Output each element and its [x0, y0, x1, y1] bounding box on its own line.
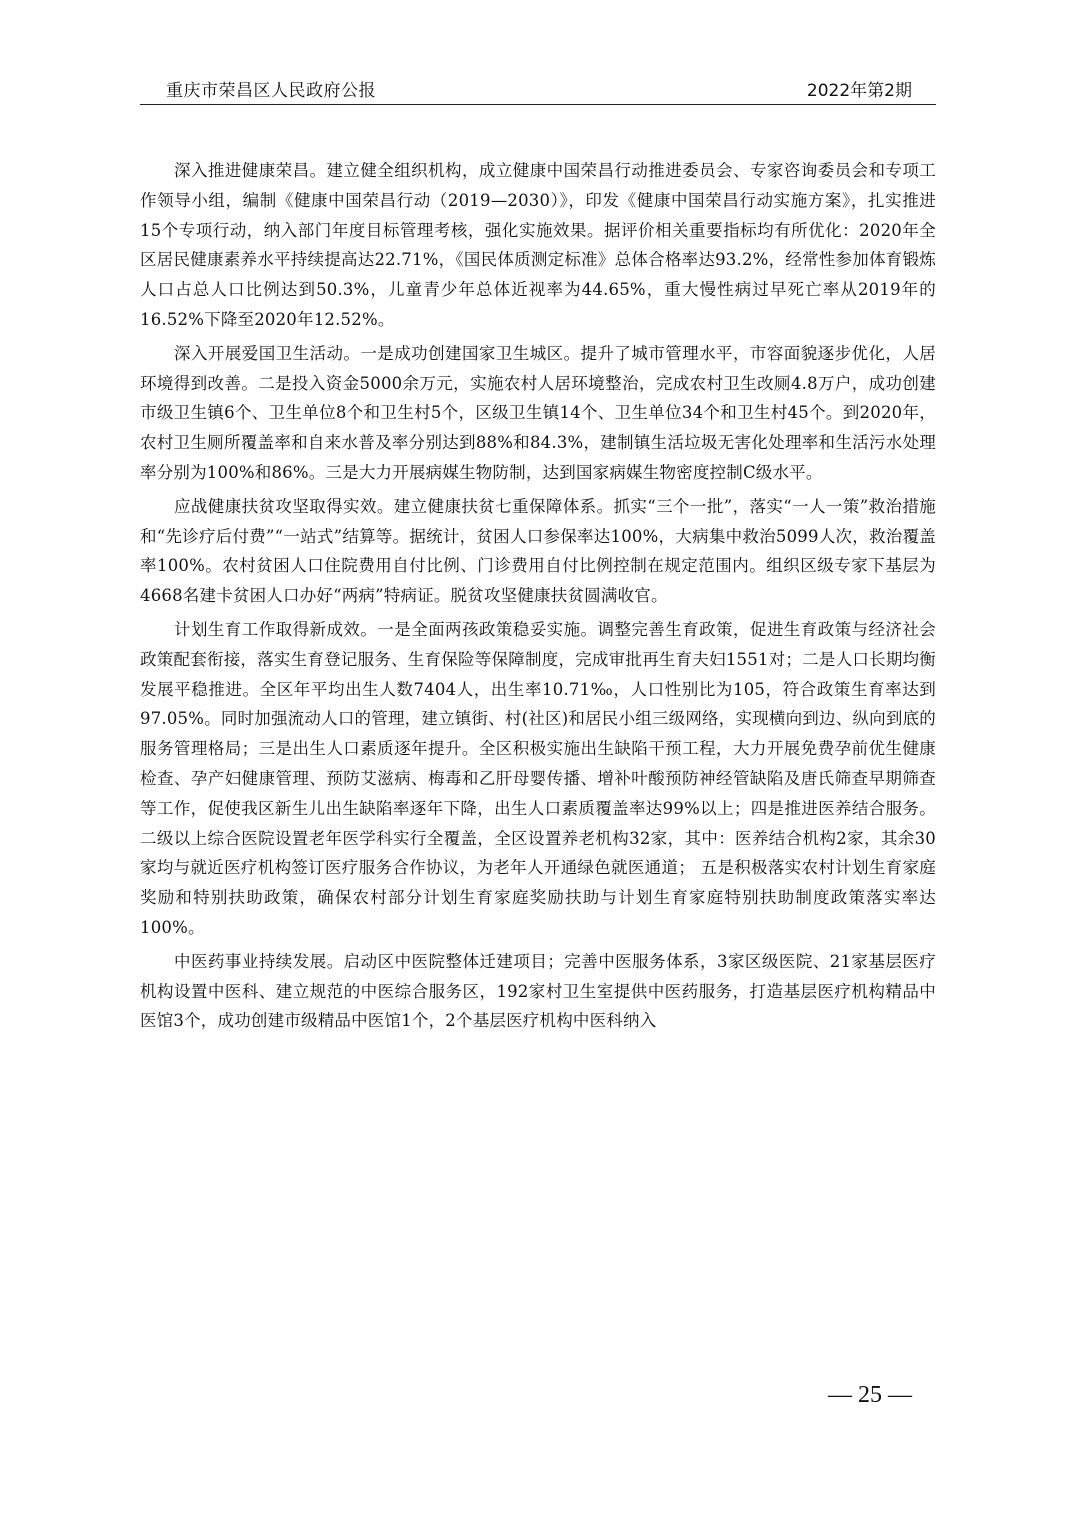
document-body [140, 156, 936, 1040]
page-header [140, 72, 936, 105]
paragraph-tcm-development: 中医药事业持续发展。启动区中医院整体迁建项目；完善中医服务体系，3家区级医院、21家基层医疗机构设置中医科、建立规范的中医综合服务区，192家村卫生室提供中医药服务，打造基层医疗机构精品中医馆3个，成功创建市级精品中医馆1个，2个基层医疗机构中医科纳入 [140, 951, 936, 1031]
paragraph-patriotic-sanitation: 深入开展爱国卫生活动。一是成功创建国家卫生城区。提升了城市管理水平，市容面貌逐步优化，人居环境得到改善。二是投入资金5000余万元，实施农村人居环境整治，完成农村卫生改厕4.8万户，成功创建市级卫生镇6个、卫生单位8个和卫生村5个，区级卫生镇14个、卫生单位34个和卫生村45个。到2020年，农村卫生厕所覆盖率和自来水普及率分别达到88%和84.3%，建制镇生活垃圾无害化处理率和生活污水处理率分别为100%和86%。三是大力开展病媒生物防制，达到国家病媒生物密度控制C级水平。 [140, 343, 936, 482]
paragraph-health-rongchang: 深入推进健康荣昌。建立健全组织机构，成立健康中国荣昌行动推进委员会、专家咨询委员会和专项工作领导小组，编制《健康中国荣昌行动（2019—2030）》，印发《健康中国荣昌行动实施方案》，扎实推进15个专项行动，纳入部门年度目标管理考核，强化实施效果。据评价相关重要指标均有所优化：2020年全区居民健康素养水平持续提高达22.71%，《国民体质测定标准》总体合格率达93.2%，经常性参加体育锻炼人口占总人口比例达到50.3%，儿童青少年总体近视率为44.65%，重大慢性病过早死亡率从2019年的16.52%下降至2020年12.52%。 [140, 161, 936, 329]
page-number: — 25 — [828, 1382, 912, 1408]
paragraph-family-planning: 计划生育工作取得新成效。一是全面两孩政策稳妥实施。调整完善生育政策，促进生育政策与经济社会政策配套衔接，落实生育登记服务、生育保险等保障制度，完成审批再生育夫妇1551对；二是人口长期均衡发展平稳推进。全区年平均出生人数7404人，出生率10.71‰，人口性别比为105，符合政策生育率达到97.05%。同时加强流动人口的管理，建立镇街、村(社区)和居民小组三级网络，实现横向到边、纵向到底的服务管理格局；三是出生人口素质逐年提升。全区积极实施出生缺陷干预工程，大力开展免费孕前优生健康检查、孕产妇健康管理、预防艾滋病、梅毒和乙肝母婴传播、增补叶酸预防神经管缺陷及唐氏筛查早期筛查等工作，促使我区新生儿出生缺陷率逐年下降，出生人口素质覆盖率达99%以上；四是推进医养结合服务。二级以上综合医院设置老年医学科实行全覆盖，全区设置养老机构32家，其中：医养结合机构2家，其余30家均与就近医疗机构签订医疗服务合作协议，为老年人开通绿色就医通道； 五是积极落实农村计划生育家庭奖励和特别扶助政策，确保农村部分计划生育家庭奖励扶助与计划生育家庭特别扶助制度政策落实率达100%。 [140, 619, 936, 937]
issue-number: 2022年第2期 [806, 81, 912, 101]
gazette-title: 重庆市荣昌区人民政府公报 [166, 81, 376, 101]
paragraph-poverty-alleviation: 应战健康扶贫攻坚取得实效。建立健康扶贫七重保障体系。抓实“三个一批”，落实“一人一策”救治措施和“先诊疗后付费”“一站式”结算等。据统计，贫困人口参保率达100%，大病集中救治5099人次，救治覆盖率100%。农村贫困人口住院费用自付比例、门诊费用自付比例控制在规定范围内。组织区级专家下基层为4668名建卡贫困人口办好“两病”特病证。脱贫攻坚健康扶贫圆满收官。 [140, 496, 936, 606]
